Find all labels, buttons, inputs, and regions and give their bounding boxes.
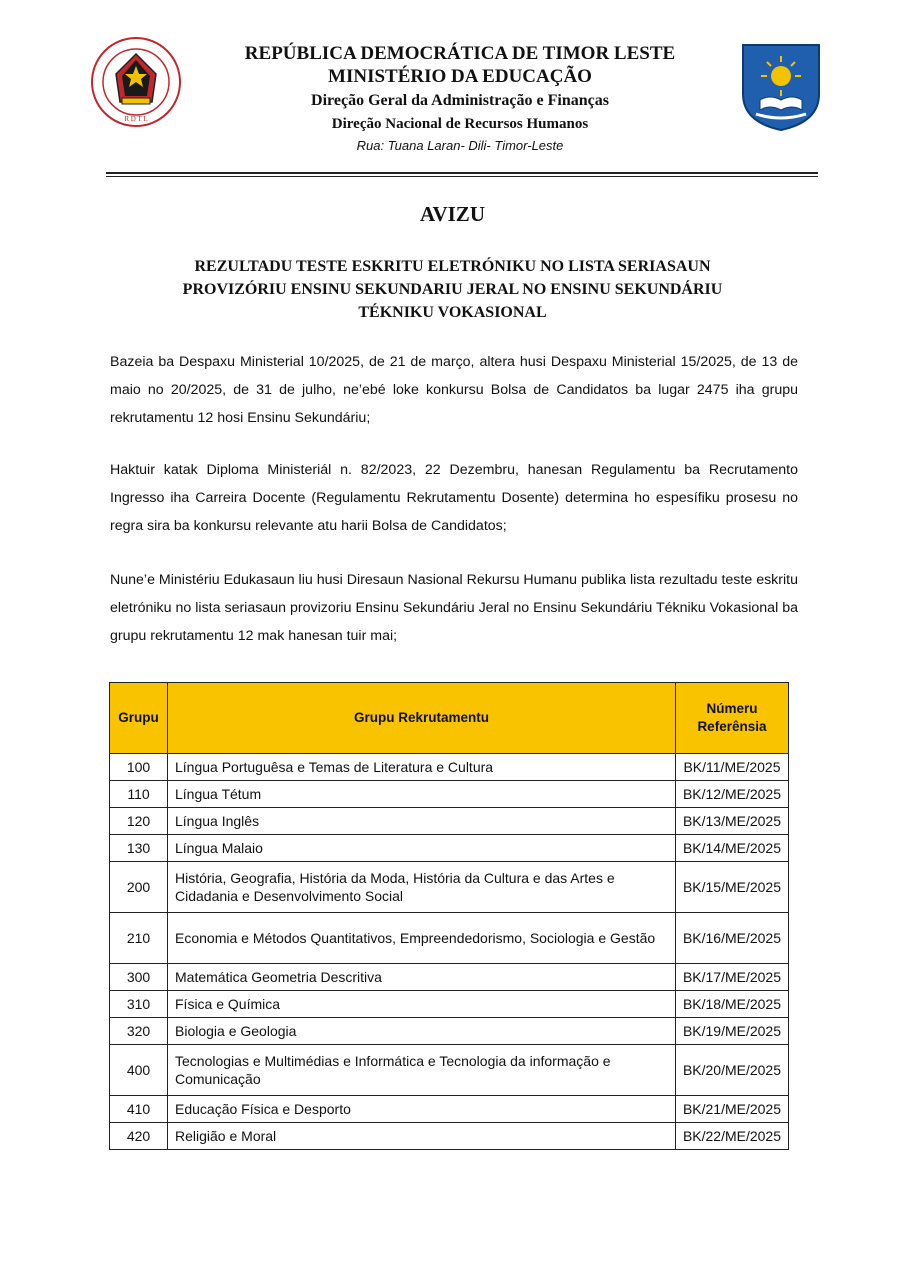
table-row xyxy=(110,862,789,913)
cell-numeru-referensia: BK/21/ME/2025 xyxy=(675,1096,788,1123)
subtitle-line: TÉKNIKU VOKASIONAL xyxy=(358,304,547,321)
table-row xyxy=(110,1096,789,1123)
cell-grupu: 210 xyxy=(110,913,168,964)
table-row xyxy=(110,754,789,781)
cell-grupu: 420 xyxy=(110,1123,168,1150)
subtitle-line: REZULTADU TESTE ESKRITU ELETRÓNIKU NO LISTA SERIASAUN xyxy=(194,258,711,275)
column-header-numeru xyxy=(675,683,788,754)
header-ministry: MINISTÉRIO DA EDUCAÇÃO xyxy=(328,66,592,87)
cell-rekrutamentu: Língua Malaio xyxy=(168,835,676,862)
page-title: AVIZU xyxy=(420,202,485,226)
svg-text:R D T L: R D T L xyxy=(124,115,148,123)
table-row xyxy=(110,1123,789,1150)
cell-grupu: 410 xyxy=(110,1096,168,1123)
header-country: REPÚBLICA DEMOCRÁTICA DE TIMOR LESTE xyxy=(244,43,676,64)
cell-rekrutamentu: Língua Portuguêsa e Temas de Literatura e Cultura xyxy=(168,754,676,781)
document-subtitle xyxy=(110,255,795,324)
table-row xyxy=(110,913,789,964)
column-header-numeru-line: Númeru xyxy=(706,701,758,716)
header-address: Rua: Tuana Laran- Dili- Timor-Leste xyxy=(356,138,564,153)
cell-grupu: 110 xyxy=(110,781,168,808)
table-row xyxy=(110,781,789,808)
cell-rekrutamentu: Biologia e Geologia xyxy=(168,1018,676,1045)
recruitment-group-table xyxy=(109,682,789,1150)
cell-grupu: 310 xyxy=(110,991,168,1018)
cell-rekrutamentu: Religião e Moral xyxy=(168,1123,676,1150)
cell-grupu: 130 xyxy=(110,835,168,862)
header-divider-thin xyxy=(106,176,818,177)
cell-grupu: 200 xyxy=(110,862,168,913)
cell-rekrutamentu: Física e Química xyxy=(168,991,676,1018)
cell-rekrutamentu: Economia e Métodos Quantitativos, Empreendedorismo, Sociologia e Gestão xyxy=(168,913,676,964)
column-header-numeru-line: Referênsia xyxy=(697,719,767,734)
header-divider-thick xyxy=(106,172,818,174)
table-row xyxy=(110,964,789,991)
table-row xyxy=(110,808,789,835)
cell-rekrutamentu: Língua Tétum xyxy=(168,781,676,808)
cell-numeru-referensia: BK/13/ME/2025 xyxy=(675,808,788,835)
paragraph-announcement: Nune’e Ministériu Edukasaun liu husi Diresaun Nasional Rekursu Humanu publika lista rezultadu teste eskritu eletróniku no lista seriasaun provizoriu Ensinu Sekundáriu Jeral no Ensinu Sekundáriu Tékniku Vokasional ba grupu rekrutamentu 12 mak hanesan tuir mai; xyxy=(110,572,798,644)
table-row xyxy=(110,1045,789,1096)
ministry-shield-logo-icon xyxy=(740,42,822,132)
header-directorate-national: Direção Nacional de Recursos Humanos xyxy=(331,116,589,132)
cell-numeru-referensia: BK/15/ME/2025 xyxy=(675,862,788,913)
cell-numeru-referensia: BK/18/ME/2025 xyxy=(675,991,788,1018)
cell-grupu: 120 xyxy=(110,808,168,835)
cell-numeru-referensia: BK/22/ME/2025 xyxy=(675,1123,788,1150)
cell-grupu: 320 xyxy=(110,1018,168,1045)
cell-rekrutamentu: História, Geografia, História da Moda, História da Cultura e das Artes e Cidadania e Desenvolvimento Social xyxy=(168,862,676,913)
subtitle-line: PROVIZÓRIU ENSINU SEKUNDARIU JERAL NO ENSINU SEKUNDÁRIU xyxy=(182,281,723,298)
cell-grupu: 300 xyxy=(110,964,168,991)
table-header-row xyxy=(110,683,789,754)
cell-rekrutamentu: Matemática Geometria Descritiva xyxy=(168,964,676,991)
cell-rekrutamentu: Língua Inglês xyxy=(168,808,676,835)
table-row xyxy=(110,835,789,862)
header-directorate-general: Direção Geral da Administração e Finanças xyxy=(311,92,609,109)
paragraph-regulation: Haktuir katak Diploma Ministeriál n. 82/2023, 22 Dezembru, hanesan Regulamentu ba Recrutamento Ingresso iha Carreira Docente (Regulamentu Rekrutamentu Dosente) determina ho espesífiku prosesu no regra sira ba konkursu relevante atu harii Bolsa de Candidatos; xyxy=(110,462,798,534)
document-header xyxy=(90,36,830,170)
table-row xyxy=(110,991,789,1018)
cell-numeru-referensia: BK/16/ME/2025 xyxy=(675,913,788,964)
cell-numeru-referensia: BK/17/ME/2025 xyxy=(675,964,788,991)
cell-numeru-referensia: BK/14/ME/2025 xyxy=(675,835,788,862)
table-body xyxy=(110,754,789,1150)
cell-numeru-referensia: BK/20/ME/2025 xyxy=(675,1045,788,1096)
cell-grupu: 400 xyxy=(110,1045,168,1096)
cell-numeru-referensia: BK/12/ME/2025 xyxy=(675,781,788,808)
paragraph-legal-basis: Bazeia ba Despaxu Ministerial 10/2025, de 21 de março, altera husi Despaxu Ministerial 15/2025, de 13 de maio no 20/2025, de 31 de julho, ne’ebé loke konkursu Bolsa de Candidatos ba lugar 2475 iha grupu rekrutamentu 12 hosi Ensinu Sekundáriu; xyxy=(110,354,798,426)
cell-rekrutamentu: Tecnologias e Multimédias e Informática e Tecnologia da informação e Comunicação xyxy=(168,1045,676,1096)
national-coat-of-arms-icon xyxy=(90,36,182,128)
cell-rekrutamentu: Educação Física e Desporto xyxy=(168,1096,676,1123)
cell-grupu: 100 xyxy=(110,754,168,781)
cell-numeru-referensia: BK/19/ME/2025 xyxy=(675,1018,788,1045)
table-row xyxy=(110,1018,789,1045)
column-header-rekrutamentu: Grupu Rekrutamentu xyxy=(168,683,676,754)
column-header-grupu: Grupu xyxy=(110,683,168,754)
cell-numeru-referensia: BK/11/ME/2025 xyxy=(675,754,788,781)
